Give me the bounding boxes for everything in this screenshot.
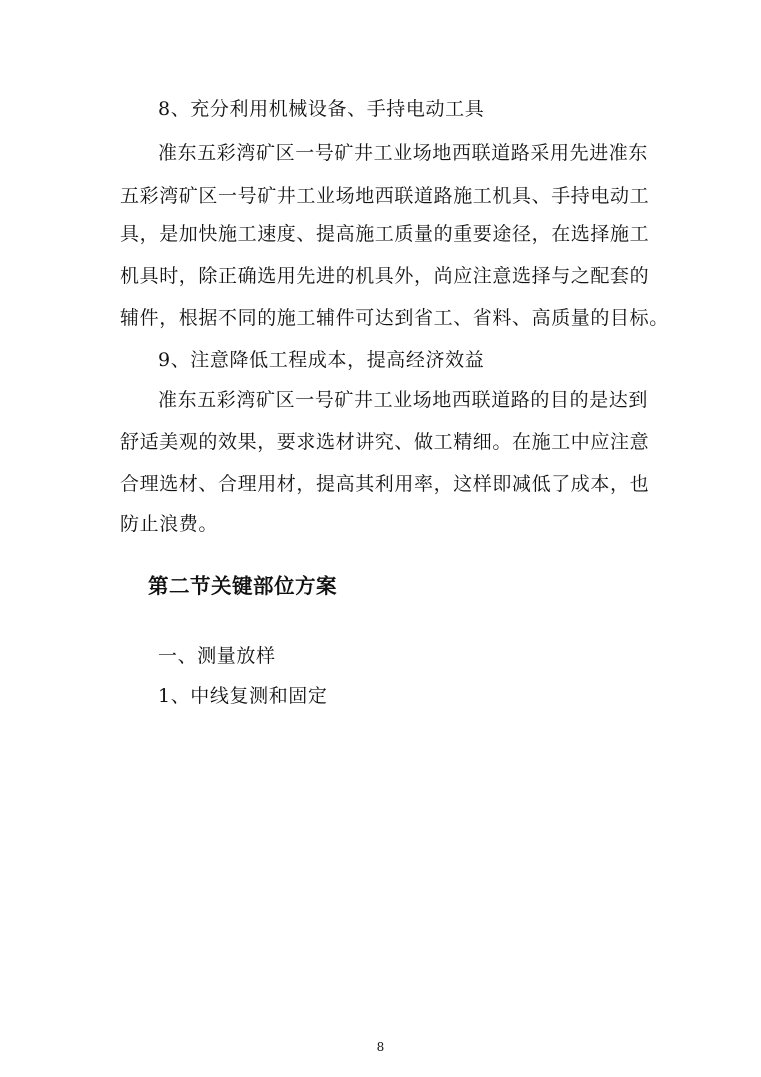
paragraph-line: 机具时，除正确选用先进的机具外，尚应注意选择与之配套的 <box>120 265 650 287</box>
section-9-title: 9、注意降低工程成本，提高经济效益 <box>158 349 485 371</box>
paragraph-line: 五彩湾矿区一号矿井工业场地西联道路施工机具、手持电动工 <box>120 185 650 207</box>
paragraph-line: 具，是加快施工速度、提高施工质量的重要途径，在选择施工 <box>120 223 650 245</box>
section-8-title: 8、充分利用机械设备、手持电动工具 <box>158 98 485 120</box>
chapter-heading: 第二节关键部位方案 <box>148 574 337 598</box>
paragraph-line: 防止浪费。 <box>120 513 219 535</box>
item-title: 1、中线复测和固定 <box>158 685 328 707</box>
paragraph-line: 辅件，根据不同的施工辅件可达到省工、省料、高质量的目标。 <box>120 307 669 329</box>
paragraph-line: 合理选材、合理用材，提高其利用率，这样即减低了成本，也 <box>120 473 650 495</box>
paragraph-line: 准东五彩湾矿区一号矿井工业场地西联道路的目的是达到 <box>158 389 649 411</box>
paragraph-line: 舒适美观的效果，要求选材讲究、做工精细。在施工中应注意 <box>120 431 650 453</box>
subsection-title: 一、测量放样 <box>158 645 276 667</box>
paragraph-line: 准东五彩湾矿区一号矿井工业场地西联道路采用先进准东 <box>158 142 649 164</box>
page-number: 8 <box>376 1040 385 1054</box>
